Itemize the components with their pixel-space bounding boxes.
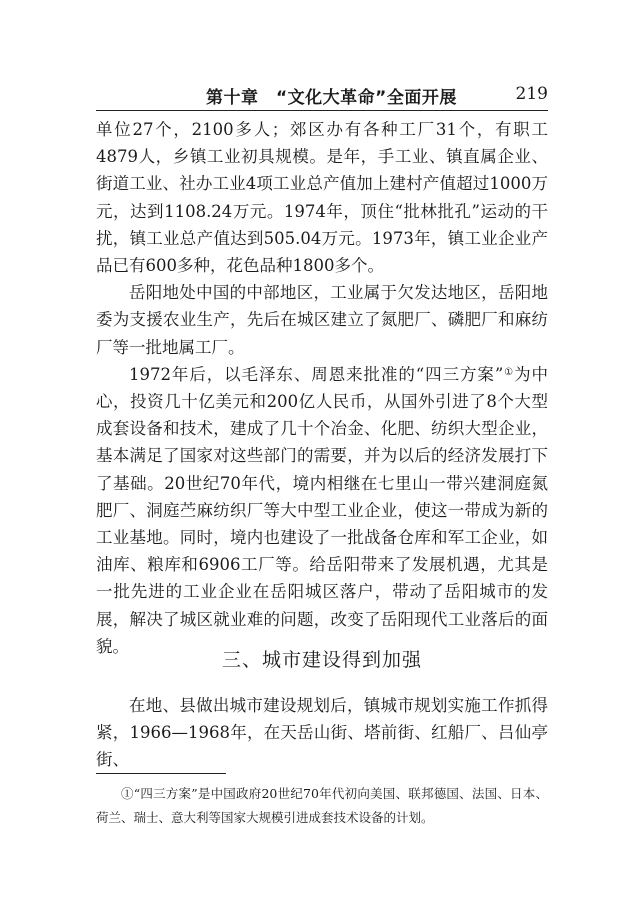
section-body [96, 692, 548, 774]
footnote-divider [96, 773, 226, 774]
paragraph-3 [96, 361, 548, 660]
footnote-ref[interactable]: ① [503, 366, 515, 378]
page-number: 219 [515, 84, 548, 104]
body-text [96, 116, 548, 660]
paragraph-3-lead: 1972年后，以毛泽东、周恩来批准的“四三方案” [129, 364, 504, 384]
running-header [96, 82, 548, 111]
paragraph-1: 单位27个，2100多人；郊区办有各种工厂31个，有职工4879人，乡镇工业初具规模。是年，手工业、镇直属企业、街道工业、社办工业4项工业总产值加上建村产值超过1000万元，达到1108.24万元。1974年，顶住“批林批孔”运动的干扰，镇工业总产值达到505.04万元。1973年，镇工业企业产品已有600多种，花色品种1800多个。 [96, 120, 548, 276]
chapter-title: 第十章 “文化大革命”全面开展 [206, 88, 457, 108]
section-paragraph: 在地、县做出城市建设规划后，镇城市规划实施工作抓得紧，1966—1968年，在天岳山街、塔前街、红船厂、吕仙亭街、 [96, 696, 548, 770]
paragraph-2: 岳阳地处中国的中部地区，工业属于欠发达地区，岳阳地委为支援农业生产，先后在城区建立了氮肥厂、磷肥厂和麻纺厂等一批地属工厂。 [96, 283, 548, 357]
paragraph-3-rest: 为中心，投资几十亿美元和200亿人民币，从国外引进了8个大型成套设备和技术，建成了几十个冶金、化肥、纺织大型企业，基本满足了国家对这些部门的需要，并为以后的经济发展打下了基础。20世纪70年代，境内相继在七里山一带兴建洞庭氮肥厂、洞庭苎麻纺织厂等大中型工业企业，使这一带成为新的工业基地。同时，境内也建设了一批战备仓库和军工企业，如油库、粮库和6906工厂等。给岳阳带来了发展机遇，尤其是一批先进的工业企业在岳阳城区落户，带动了岳阳城市的发展，解决了城区就业难的问题，改变了岳阳现代工业落后的面貌。 [96, 364, 548, 656]
section-heading: 三、城市建设得到加强 [221, 649, 422, 671]
footnote: ①“四三方案”是中国政府20世纪70年代初向美国、联邦德国、法国、日本、荷兰、瑞士、意大利等国家大规模引进成套技术设备的计划。 [96, 786, 548, 825]
